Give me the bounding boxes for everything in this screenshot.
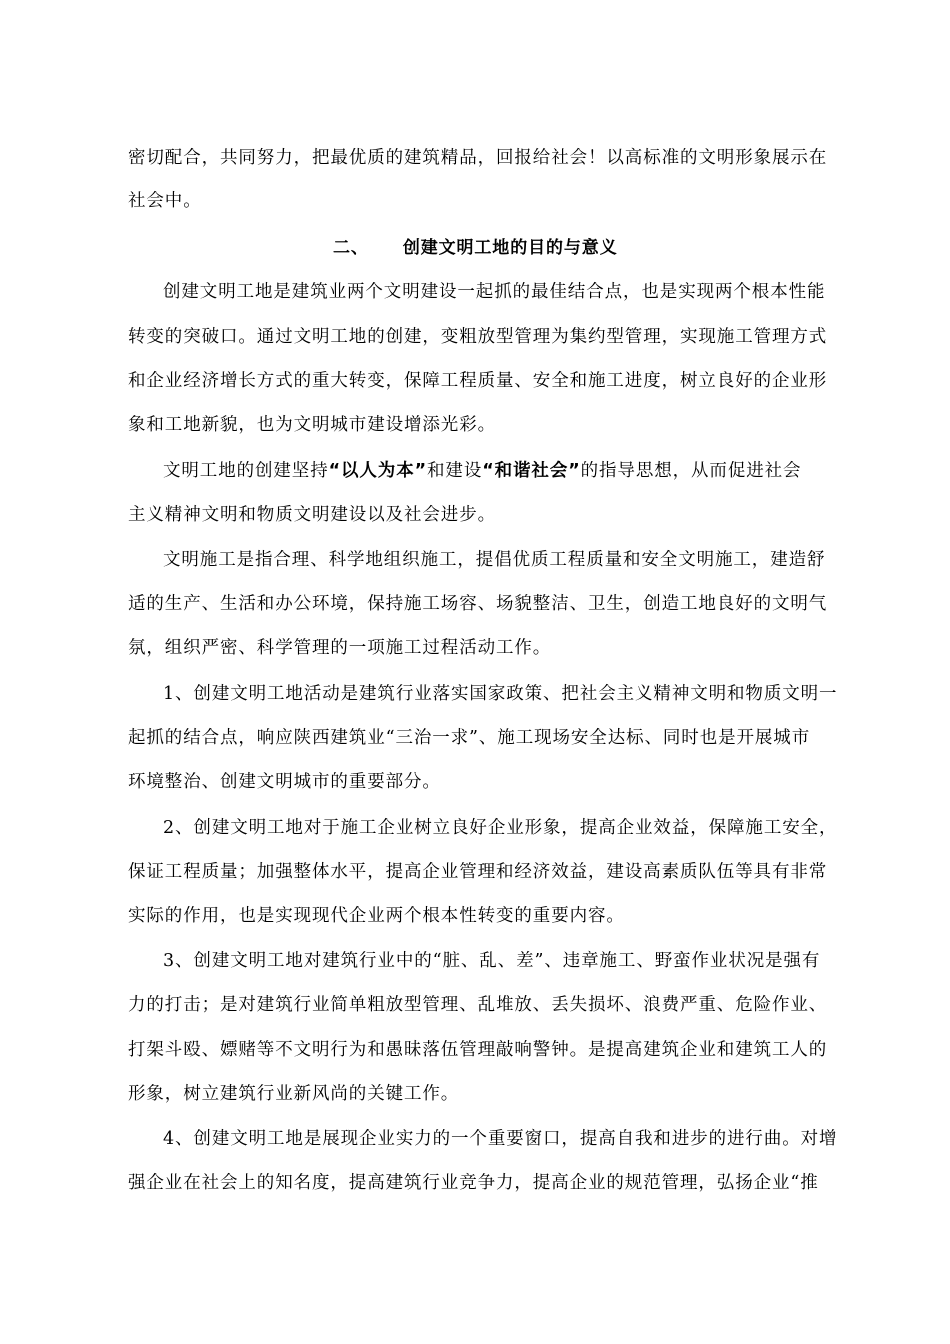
paragraph-2-line-1 <box>163 457 801 482</box>
paragraph-2-text-c: 和建设 <box>427 461 483 481</box>
paragraph-4-line-1: 1、创建文明工地活动是建筑行业落实国家政策、把社会主义精神文明和物质文明一 <box>163 684 838 704</box>
paragraph-2-text-e: 的指导思想，从而促进社会 <box>580 461 802 481</box>
paragraph-1-line-4: 象和工地新貌，也为文明城市建设增添光彩。 <box>128 415 496 435</box>
paragraph-4-line-2: 起抓的结合点，响应陕西建筑业“三治一求”、施工现场安全达标、同时也是开展城市 <box>128 728 811 748</box>
section-heading <box>333 233 618 258</box>
paragraph-1-line-2: 转变的突破口。通过文明工地的创建，变粗放型管理为集约型管理，实现施工管理方式 <box>128 327 828 347</box>
paragraph-3-line-2: 适的生产、生活和办公环境，保持施工场容、场貌整洁、卫生，创造工地良好的文明气 <box>128 594 828 614</box>
paragraph-4-line-3: 环境整治、创建文明城市的重要部分。 <box>128 772 441 792</box>
paragraph-7-line-2: 强企业在社会上的知名度，提高建筑行业竞争力，提高企业的规范管理，弘扬企业“推 <box>128 1173 819 1193</box>
paragraph-2-emphasis-2: “和谐社会” <box>482 461 581 481</box>
paragraph-2-text-a: 文明工地的创建坚持 <box>163 461 329 481</box>
paragraph-1-line-1: 创建文明工地是建筑业两个文明建设一起抓的最佳结合点，也是实现两个根本性能 <box>163 282 826 302</box>
paragraph-5-line-3: 实际的作用，也是实现现代企业两个根本性转变的重要内容。 <box>128 906 625 926</box>
paragraph-6-line-3: 打架斗殴、嫖赌等不文明行为和愚昧落伍管理敲响警钟。是提高建筑企业和建筑工人的 <box>128 1040 828 1060</box>
paragraph-2-emphasis-1: “以人为本” <box>328 461 428 481</box>
paragraph-1-line-3: 和企业经济增长方式的重大转变，保障工程质量、安全和施工进度，树立良好的企业形 <box>128 371 828 391</box>
section-heading-title: 创建文明工地的目的与意义 <box>402 238 618 258</box>
intro-line-2: 社会中。 <box>128 191 202 211</box>
paragraph-5-line-2: 保证工程质量；加强整体水平，提高企业管理和经济效益，建设高素质队伍等具有非常 <box>128 862 828 882</box>
section-heading-number: 二、 <box>333 238 369 258</box>
intro-line-1: 密切配合，共同努力，把最优质的建筑精品，回报给社会！以高标准的文明形象展示在 <box>128 148 828 168</box>
paragraph-6-line-2: 力的打击；是对建筑行业简单粗放型管理、乱堆放、丢失损坏、浪费严重、危险作业、 <box>128 995 828 1015</box>
paragraph-5-line-1: 2、创建文明工地对于施工企业树立良好企业形象，提高企业效益，保障施工安全， <box>163 818 838 838</box>
paragraph-2-line-2: 主义精神文明和物质文明建设以及社会进步。 <box>128 505 496 525</box>
paragraph-6-line-1: 3、创建文明工地对建筑行业中的“脏、乱、差”、违章施工、野蛮作业状况是强有 <box>163 951 821 971</box>
paragraph-3-line-1: 文明施工是指合理、科学地组织施工，提倡优质工程质量和安全文明施工，建造舒 <box>163 550 826 570</box>
paragraph-3-line-3: 氛，组织严密、科学管理的一项施工过程活动工作。 <box>128 638 552 658</box>
paragraph-7-line-1: 4、创建文明工地是展现企业实力的一个重要窗口，提高自我和进步的进行曲。对增 <box>163 1129 838 1149</box>
paragraph-6-line-4: 形象，树立建筑行业新风尚的关键工作。 <box>128 1084 460 1104</box>
